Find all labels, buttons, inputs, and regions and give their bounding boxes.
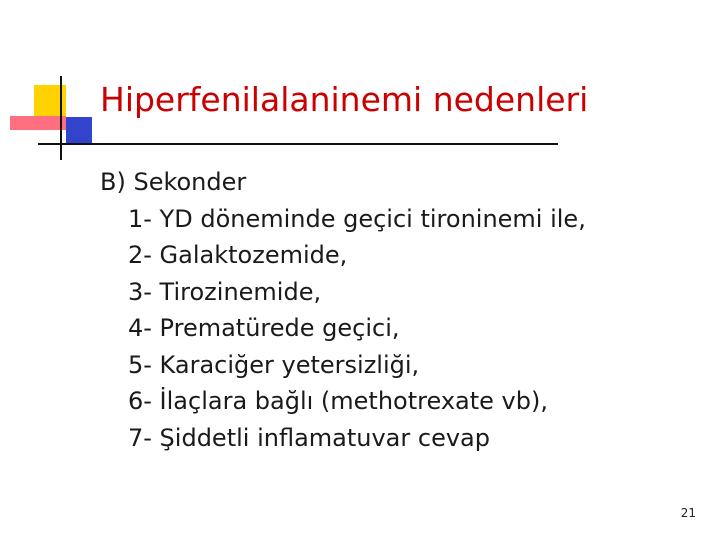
list-item: 5- Karaciğer yetersizliği, — [128, 350, 420, 379]
section-heading: B) Sekonder — [100, 168, 247, 196]
title-underline — [38, 143, 558, 145]
list-item: 2- Galaktozemide, — [128, 241, 348, 269]
list-item: 4- Prematürede geçici, — [128, 314, 400, 342]
logo-red-bar — [10, 116, 66, 130]
list-item: 1- YD döneminde geçici tironinemi ile, — [128, 204, 586, 233]
slide-content — [100, 164, 586, 456]
cause-list — [100, 201, 586, 457]
slide-title: Hiperfenilalaninemi nedenleri — [100, 80, 589, 119]
list-item: 6- İlaçlara bağlı (methotrexate vb), — [128, 387, 548, 415]
logo-vertical-line — [60, 76, 62, 160]
list-item: 7- Şiddetli inflamatuvar cevap — [128, 423, 490, 452]
list-item: 3- Tirozinemide, — [128, 277, 322, 306]
page-number: 21 — [680, 506, 696, 520]
logo-blue-square — [66, 117, 92, 143]
